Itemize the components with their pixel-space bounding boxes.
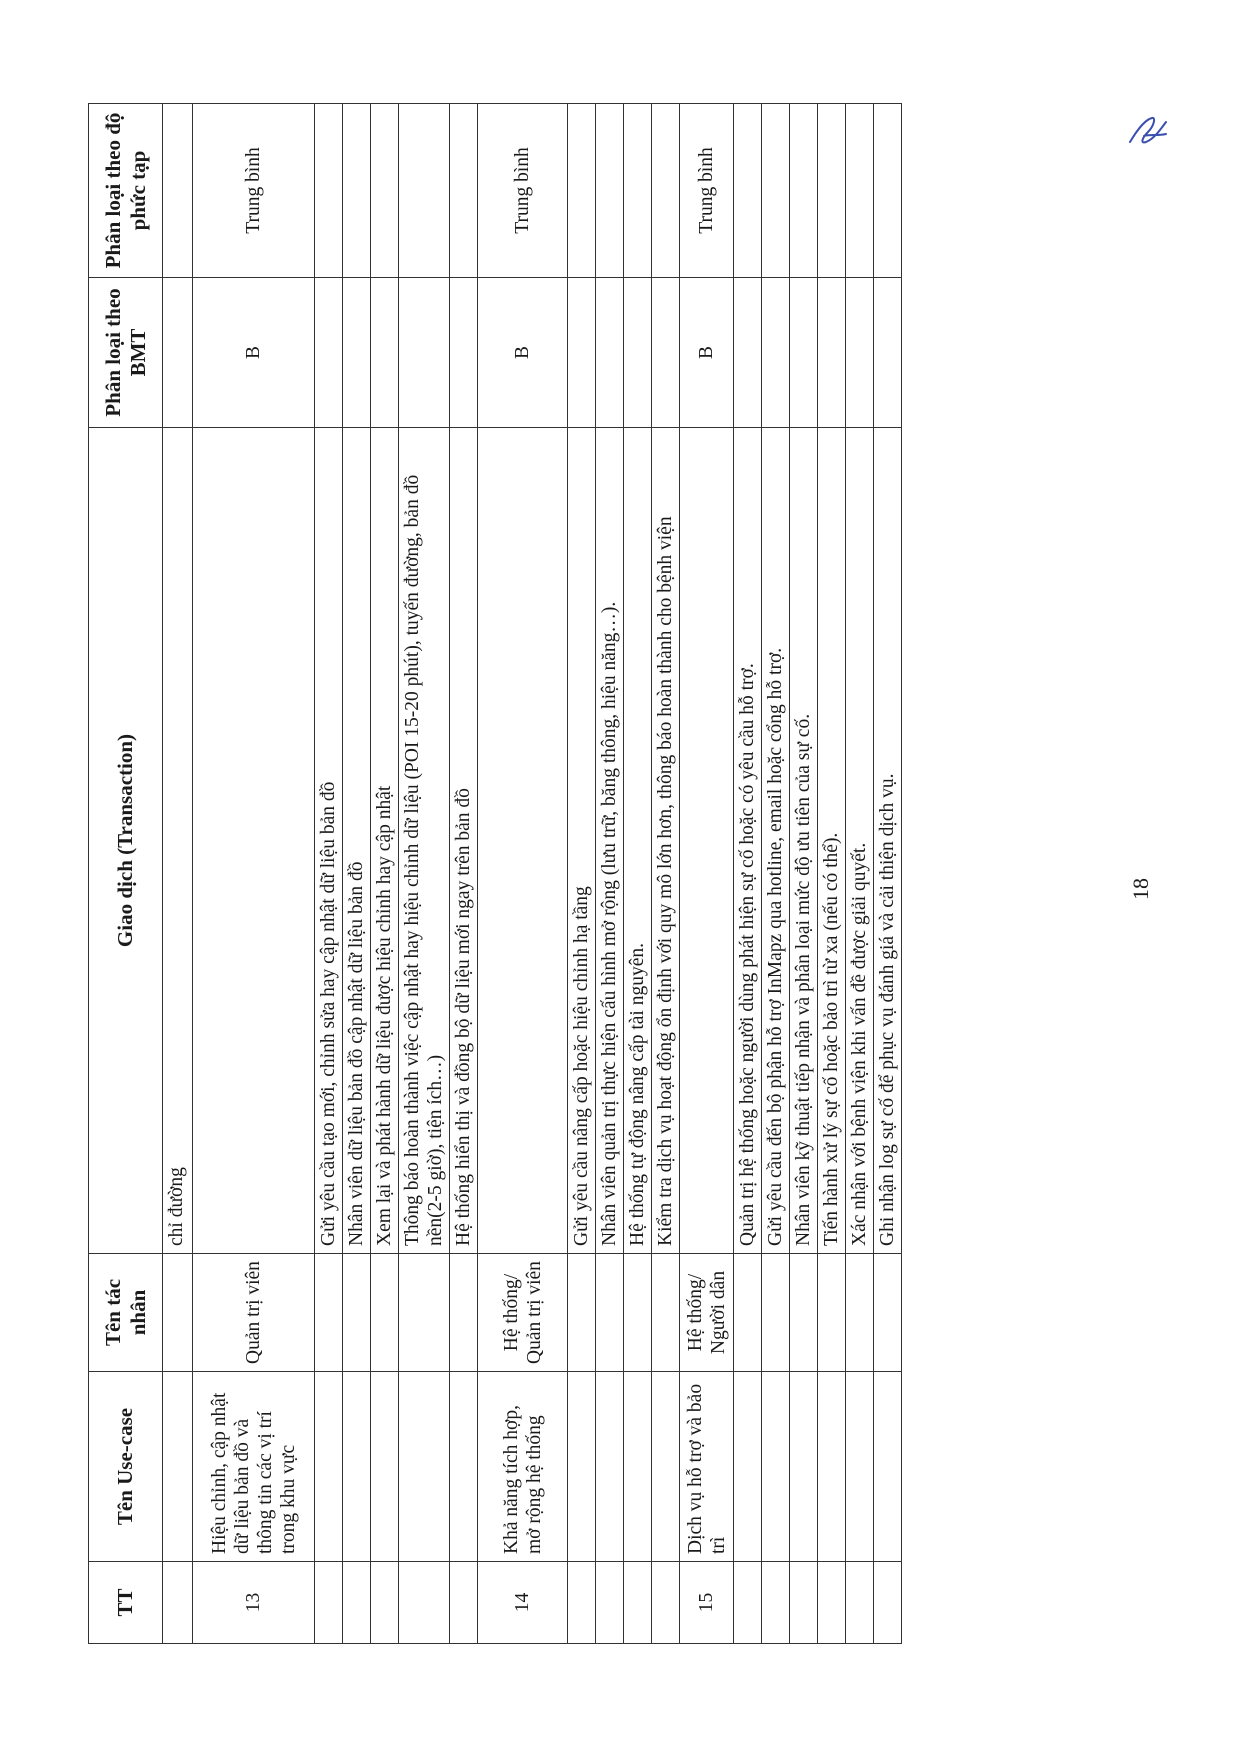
cell-transaction: Thông báo hoàn thành việc cập nhật hay hiệu chỉnh dữ liệu (POI 15-20 phút), tuyến đường, bản đồ nền(2-5 giờ), tiện ích…) xyxy=(399,428,450,1254)
table-row xyxy=(734,104,762,1644)
table-row xyxy=(652,104,680,1644)
table-header-row xyxy=(89,104,163,1644)
cell-transaction: Nhân viên dữ liệu bản đồ cập nhật dữ liệu bản đồ xyxy=(343,428,371,1254)
table-row xyxy=(846,104,874,1644)
cell-transaction: Nhân viên kỹ thuật tiếp nhận và phân loại mức độ ưu tiên của sự cố. xyxy=(790,428,818,1254)
table-row xyxy=(680,104,734,1644)
header-complexity: Phân loại theo độ phức tạp xyxy=(89,104,163,278)
cell-transaction: Tiến hành xử lý sự cố hoặc bảo trì từ xa (nếu có thể). xyxy=(818,428,846,1254)
table-row xyxy=(762,104,790,1644)
cell-transaction: Kiểm tra dịch vụ hoạt động ổn định với quy mô lớn hơn, thông báo hoàn thành cho bệnh viện xyxy=(652,428,680,1254)
cell-transaction: Quản trị hệ thống hoặc người dùng phát hiện sự cố hoặc có yêu cầu hỗ trợ. xyxy=(734,428,762,1254)
page-number: 18 xyxy=(1128,878,1153,900)
table-row xyxy=(193,104,315,1644)
usecase-table xyxy=(88,103,902,1644)
header-transaction: Giao dịch (Transaction) xyxy=(89,428,163,1254)
cell-complexity: Trung bình xyxy=(680,104,734,278)
cell-usecase: Khả năng tích hợp, mở rộng hệ thống xyxy=(478,1372,568,1562)
cell-transaction: Hệ thống hiển thị và đồng bộ dữ liệu mới ngay trên bản đồ xyxy=(450,428,478,1254)
cell-tt: 15 xyxy=(680,1562,734,1644)
table-row xyxy=(343,104,371,1644)
cell-transaction: Xác nhận với bệnh viện khi vấn đề được giải quyết. xyxy=(846,428,874,1254)
cell-actor: Hệ thống/ Người dân xyxy=(680,1254,734,1372)
table-row xyxy=(818,104,846,1644)
faint-stamp-mark xyxy=(1220,700,1238,820)
table-row xyxy=(371,104,399,1644)
table-row xyxy=(874,104,902,1644)
header-actor: Tên tác nhân xyxy=(89,1254,163,1372)
table-row xyxy=(478,104,568,1644)
cell-transaction: Hệ thống tự động nâng cấp tài nguyên. xyxy=(624,428,652,1254)
table-row xyxy=(568,104,596,1644)
cell-transaction: chỉ đường xyxy=(163,428,193,1254)
cell-actor: Hệ thống/ Quản trị viên xyxy=(478,1254,568,1372)
cell-complexity: Trung bình xyxy=(478,104,568,278)
cell-transaction: Gửi yêu cầu tạo mới, chỉnh sửa hay cập nhật dữ liệu bản đồ xyxy=(315,428,343,1254)
table-row xyxy=(624,104,652,1644)
cell-usecase: Hiệu chỉnh, cập nhật dữ liệu bản đồ và thông tin các vị trí trong khu vực xyxy=(193,1372,315,1562)
cell-usecase: Dịch vụ hỗ trợ và bảo trì xyxy=(680,1372,734,1562)
table-row xyxy=(450,104,478,1644)
cell-transaction: Gửi yêu cầu đến bộ phận hỗ trợ InMapz qua hotline, email hoặc cổng hỗ trợ. xyxy=(762,428,790,1254)
cell-bmt: B xyxy=(478,278,568,428)
table-row xyxy=(399,104,450,1644)
cell-complexity: Trung bình xyxy=(193,104,315,278)
table-row-carry xyxy=(163,104,193,1644)
cell-transaction: Nhân viên quản trị thực hiện cấu hình mở rộng (lưu trữ, băng thông, hiệu năng…). xyxy=(596,428,624,1254)
table-row xyxy=(315,104,343,1644)
rotated-page xyxy=(88,104,1138,1644)
header-bmt: Phân loại theo BMT xyxy=(89,278,163,428)
header-tt: TT xyxy=(89,1562,163,1644)
table-row xyxy=(790,104,818,1644)
cell-tt: 14 xyxy=(478,1562,568,1644)
signature-mark xyxy=(1126,112,1172,152)
cell-bmt: B xyxy=(680,278,734,428)
cell-actor: Quản trị viên xyxy=(193,1254,315,1372)
cell-tt: 13 xyxy=(193,1562,315,1644)
table-row xyxy=(596,104,624,1644)
cell-bmt: B xyxy=(193,278,315,428)
cell-transaction: Ghi nhận log sự cố để phục vụ đánh giá và cải thiện dịch vụ. xyxy=(874,428,902,1254)
header-usecase: Tên Use-case xyxy=(89,1372,163,1562)
cell-transaction: Xem lại và phát hành dữ liệu được hiệu chỉnh hay cập nhật xyxy=(371,428,399,1254)
cell-transaction: Gửi yêu cầu nâng cấp hoặc hiệu chỉnh hạ tầng xyxy=(568,428,596,1254)
